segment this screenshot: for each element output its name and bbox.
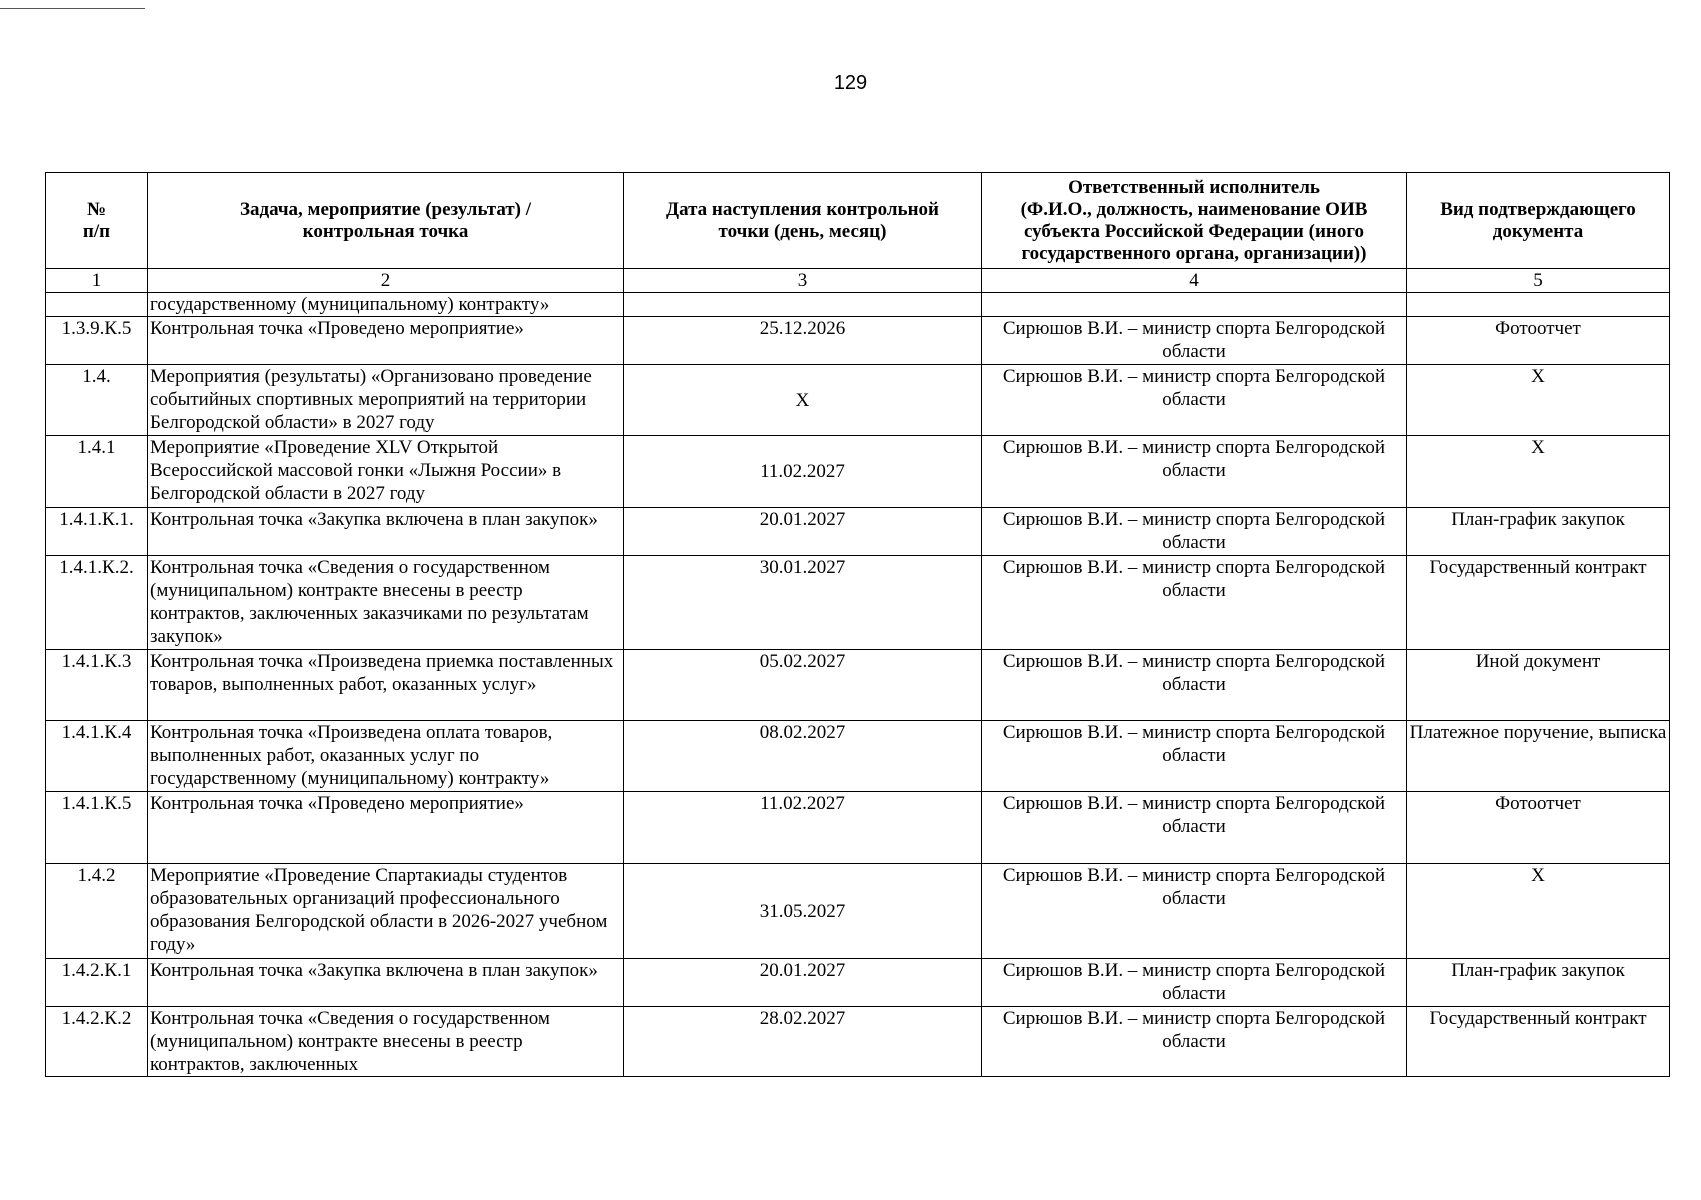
table-row [46,1007,1670,1077]
table-row [46,792,1670,864]
row-task: Мероприятия (результаты) «Организовано проведение событийных спортивных мероприятий на территории Белгородской области» в 2027 году [148,365,624,436]
header-number [46,173,148,269]
table-row [46,864,1670,959]
row-number: 1.4.2 [46,864,148,959]
row-document: План-график закупок [1407,508,1670,556]
column-numbers-row [46,269,1670,293]
row-task: Контрольная точка «Сведения о государственном (муниципальном) контракте внесены в реестр контрактов, заключенных заказчиками по результатам закупок» [148,556,624,650]
row-date: 30.01.2027 [624,556,982,650]
table-row [46,508,1670,556]
row-document: Х [1407,365,1670,436]
row-task: Контрольная точка «Закупка включена в план закупок» [148,508,624,556]
row-number: 1.3.9.К.5 [46,317,148,365]
row-task: Мероприятие «Проведение XLV Открытой Всероссийской массовой гонки «Лыжня России» в Белгородской области в 2027 году [148,436,624,508]
header-task-label: Задача, мероприятие (результат) / контрольная точка [239,198,532,242]
row-number [46,293,148,317]
column-number-2: 2 [148,269,624,293]
row-executor: Сирюшов В.И. – министр спорта Белгородской области [982,721,1407,792]
header-task [148,173,624,269]
row-document: Х [1407,864,1670,959]
row-executor: Сирюшов В.И. – министр спорта Белгородской области [982,436,1407,508]
row-document: Х [1407,436,1670,508]
row-document: Фотоотчет [1407,792,1670,864]
row-task: Контрольная точка «Закупка включена в план закупок» [148,959,624,1007]
row-executor: Сирюшов В.И. – министр спорта Белгородской области [982,864,1407,959]
header-document [1407,173,1670,269]
column-number-4: 4 [982,269,1407,293]
header-executor-label: Ответственный исполнитель (Ф.И.О., должность, наименование ОИВ субъекта Российской Федерации (иного государственного органа, организации)) [1020,176,1368,264]
row-date: 20.01.2027 [624,959,982,1007]
row-executor: Сирюшов В.И. – министр спорта Белгородской области [982,1007,1407,1077]
table-row [46,959,1670,1007]
row-executor: Сирюшов В.И. – министр спорта Белгородской области [982,650,1407,721]
column-number-5: 5 [1407,269,1670,293]
row-document: Платежное поручение, выписка [1407,721,1670,792]
header-date [624,173,982,269]
row-executor: Сирюшов В.И. – министр спорта Белгородской области [982,365,1407,436]
row-date [624,293,982,317]
row-task: Контрольная точка «Проведено мероприятие» [148,317,624,365]
row-task: государственному (муниципальному) контракту» [148,293,624,317]
row-date: 31.05.2027 [624,864,982,959]
row-executor: Сирюшов В.И. – министр спорта Белгородской области [982,792,1407,864]
table-row [46,721,1670,792]
row-task: Контрольная точка «Произведена оплата товаров, выполненных работ, оказанных услуг по государственному (муниципальному) контракту» [148,721,624,792]
row-task: Контрольная точка «Сведения о государственном (муниципальном) контракте внесены в реестр контрактов, заключенных [148,1007,624,1077]
header-executor [982,173,1407,269]
row-executor [982,293,1407,317]
table-row [46,650,1670,721]
row-date: 28.02.2027 [624,1007,982,1077]
row-date: Х [624,365,982,436]
row-number: 1.4. [46,365,148,436]
row-task: Мероприятие «Проведение Спартакиады студентов образовательных организаций профессионального образования Белгородской области в 2026-2027 учебном году» [148,864,624,959]
row-date: 25.12.2026 [624,317,982,365]
row-number: 1.4.1.К.5 [46,792,148,864]
row-document: План-график закупок [1407,959,1670,1007]
row-executor: Сирюшов В.И. – министр спорта Белгородской области [982,317,1407,365]
row-date: 08.02.2027 [624,721,982,792]
row-executor: Сирюшов В.И. – министр спорта Белгородской области [982,556,1407,650]
table-row [46,365,1670,436]
table-row [46,556,1670,650]
row-number: 1.4.1.К.4 [46,721,148,792]
row-date: 11.02.2027 [624,792,982,864]
row-number: 1.4.1 [46,436,148,508]
page-number: 129 [833,72,868,94]
table-row [46,317,1670,365]
row-date: 11.02.2027 [624,436,982,508]
table-row [46,436,1670,508]
row-document: Государственный контракт [1407,556,1670,650]
row-document: Иной документ [1407,650,1670,721]
row-executor: Сирюшов В.И. – министр спорта Белгородской области [982,959,1407,1007]
row-document [1407,293,1670,317]
table-row [46,293,1670,317]
row-task: Контрольная точка «Проведено мероприятие» [148,792,624,864]
row-document: Государственный контракт [1407,1007,1670,1077]
header-date-label: Дата наступления контрольной точки (день, месяц) [666,198,939,242]
row-task: Контрольная точка «Произведена приемка поставленных товаров, выполненных работ, оказанных услуг» [148,650,624,721]
top-rule [0,8,145,9]
row-date: 05.02.2027 [624,650,982,721]
row-number: 1.4.1.К.1. [46,508,148,556]
row-number: 1.4.2.К.2 [46,1007,148,1077]
column-number-1: 1 [46,269,148,293]
row-number: 1.4.1.К.2. [46,556,148,650]
row-date: 20.01.2027 [624,508,982,556]
row-executor: Сирюшов В.И. – министр спорта Белгородской области [982,508,1407,556]
row-document: Фотоотчет [1407,317,1670,365]
header-row [46,173,1670,269]
column-number-3: 3 [624,269,982,293]
control-points-table [45,172,1670,1077]
header-document-label: Вид подтверждающего документа [1440,198,1636,242]
row-number: 1.4.1.К.3 [46,650,148,721]
row-number: 1.4.2.К.1 [46,959,148,1007]
header-number-label: № п/п [82,198,111,242]
